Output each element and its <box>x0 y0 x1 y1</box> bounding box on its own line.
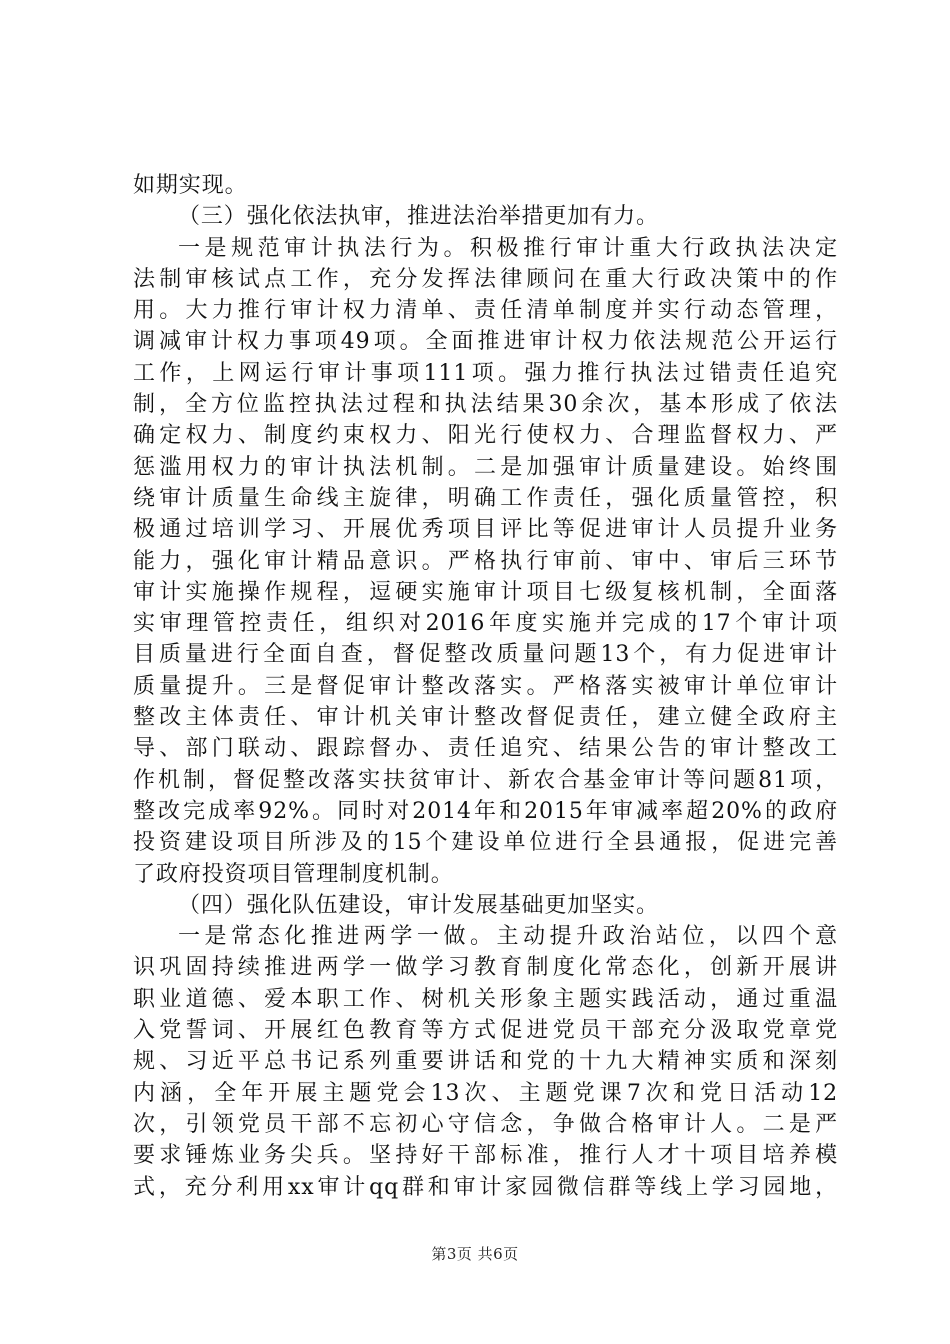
text-line: 式，充分利用xx审计qq群和审计家园微信群等线上学习园地， <box>133 1174 838 1200</box>
text-line: 职业道德、爱本职工作、树机关形象主题实践活动，通过重温 <box>133 986 838 1012</box>
text-line: （四）强化队伍建设，审计发展基础更加坚实。 <box>178 892 659 918</box>
text-line: 质量提升。三是督促审计整改落实。严格落实被审计单位审计 <box>133 673 838 699</box>
text-line: 作机制，督促整改落实扶贫审计、新农合基金审计等问题81项， <box>133 767 838 793</box>
text-line: 一是规范审计执法行为。积极推行审计重大行政执法决定 <box>178 235 838 261</box>
text-line: 绕审计质量生命线主旋律，明确工作责任，强化质量管控，积 <box>133 485 838 511</box>
text-line: 如期实现。 <box>133 173 248 198</box>
text-line: 用。大力推行审计权力清单、责任清单制度并实行动态管理， <box>133 298 838 324</box>
text-line: 内涵，全年开展主题党会13次、主题党课7次和党日活动12 <box>133 1080 838 1106</box>
page-footer: 第3页 共6页 <box>431 1245 519 1263</box>
text-line: 法制审核试点工作，充分发挥法律顾问在重大行政决策中的作 <box>133 266 838 292</box>
text-line: 实审理管控责任，组织对2016年度实施并完成的17个审计项 <box>133 611 838 637</box>
text-line: 识巩固持续推进两学一做学习教育制度化常态化，创新开展讲 <box>133 955 838 981</box>
document-body <box>133 170 838 1203</box>
text-line: 极通过培训学习、开展优秀项目评比等促进审计人员提升业务 <box>133 517 838 543</box>
text-line: 整改完成率92%。同时对2014年和2015年审减率超20%的政府 <box>133 798 838 824</box>
text-line: （三）强化依法执审，推进法治举措更加有力。 <box>178 204 659 230</box>
text-line: 导、部门联动、跟踪督办、责任追究、结果公告的审计整改工 <box>133 736 838 762</box>
text-line: 能力，强化审计精品意识。严格执行审前、审中、审后三环节 <box>133 548 838 574</box>
text-line: 调减审计权力事项49项。全面推进审计权力依法规范公开运行 <box>133 329 838 355</box>
text-line: 整改主体责任、审计机关审计整改督促责任，建立健全政府主 <box>133 705 838 731</box>
text-line: 确定权力、制度约束权力、阳光行使权力、合理监督权力、严 <box>133 423 838 449</box>
text-line: 目质量进行全面自查，督促整改质量问题13个，有力促进审计 <box>133 642 838 668</box>
text-line: 次，引领党员干部不忘初心守信念，争做合格审计人。二是严 <box>133 1111 838 1137</box>
text-line: 规、习近平总书记系列重要讲话和党的十九大精神实质和深刻 <box>133 1049 838 1075</box>
text-line: 惩滥用权力的审计执法机制。二是加强审计质量建设。始终围 <box>133 454 838 480</box>
text-line: 投资建设项目所涉及的15个建设单位进行全县通报，促进完善 <box>133 830 838 856</box>
text-line: 入党誓词、开展红色教育等方式促进党员干部充分汲取党章党 <box>133 1018 838 1044</box>
text-line: 制，全方位监控执法过程和执法结果30余次，基本形成了依法 <box>133 392 838 418</box>
text-line: 一是常态化推进两学一做。主动提升政治站位，以四个意 <box>178 924 838 950</box>
text-line: 了政府投资项目管理制度机制。 <box>133 861 454 887</box>
text-line: 审计实施操作规程，逗硬实施审计项目七级复核机制，全面落 <box>133 579 838 605</box>
text-line: 要求锤炼业务尖兵。坚持好干部标准，推行人才十项目培养模 <box>133 1143 838 1169</box>
text-line: 工作，上网运行审计事项111项。强力推行执法过错责任追究 <box>133 360 838 386</box>
